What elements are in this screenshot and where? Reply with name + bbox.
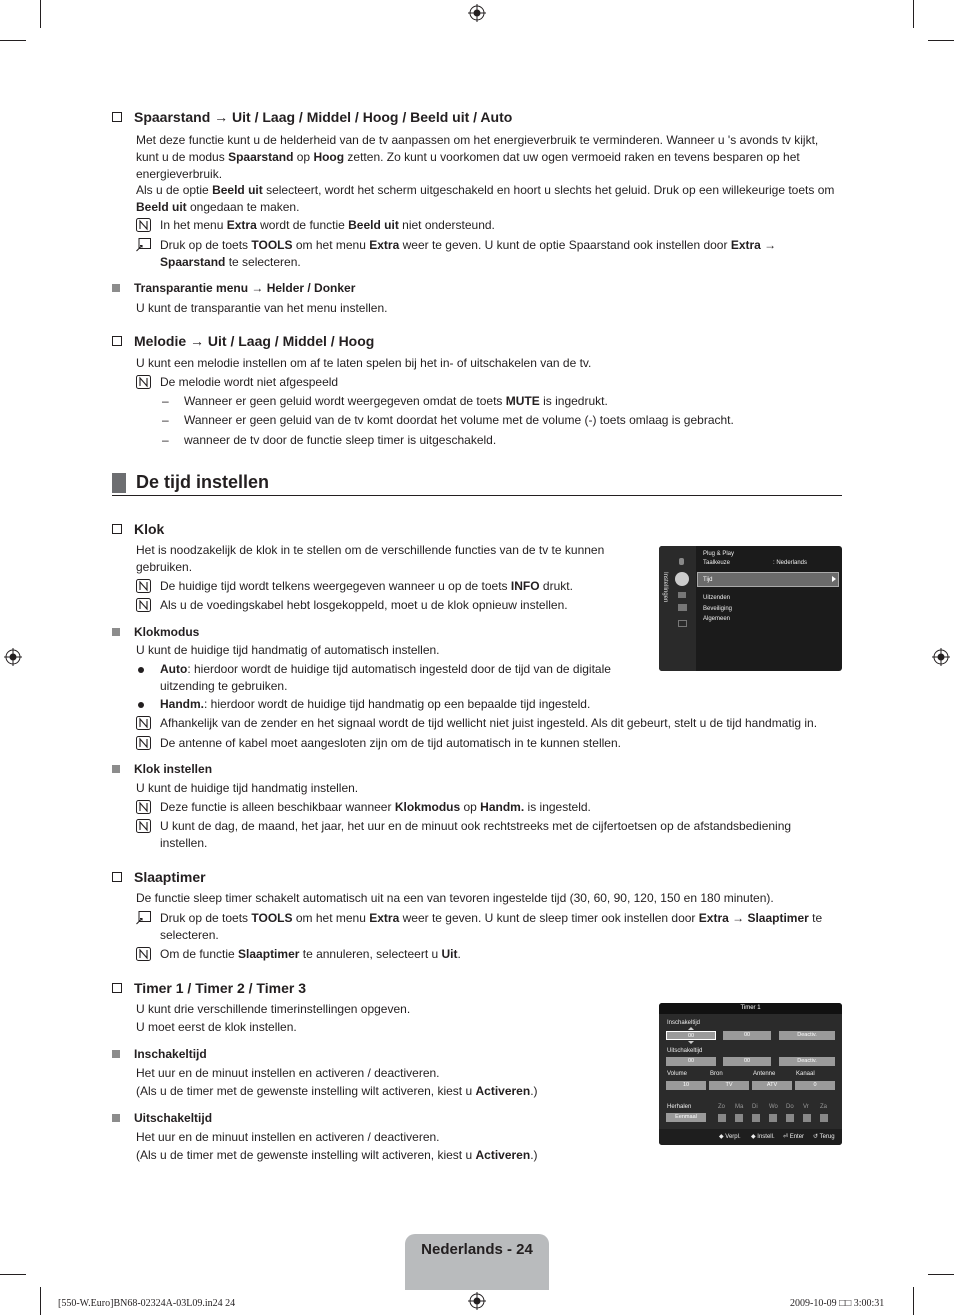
note-icon [136, 947, 151, 961]
spaarstand-heading: Spaarstand → Uit / Laag / Middel / Hoog / Beeld uit / Auto [112, 108, 512, 126]
checkbox-bullet-icon [112, 872, 122, 882]
note: Om de functie Slaaptimer te annuleren, selecteert u Uit. [136, 946, 836, 963]
square-bullet-icon [112, 284, 120, 292]
nav-hint: ⏎ Enter [783, 1134, 805, 1140]
footer-right: 2009-10-09 □□ 3:00:31 [790, 1298, 885, 1309]
field-label: Uitschakeltijd [667, 1048, 703, 1054]
channel-field[interactable]: 0 [795, 1081, 835, 1090]
note: Als u de voedingskabel hebt losgekoppeld, moet u de klok opnieuw instellen. [136, 597, 636, 614]
picture-icon [679, 558, 684, 565]
inschakeltijd-heading: Inschakeltijd [112, 1046, 207, 1063]
note: Deze functie is alleen beschikbaar wanneer Klokmodus op Handm. is ingesteld. [136, 799, 836, 816]
field-label: Volume [667, 1071, 688, 1077]
crop-mark [40, 1287, 41, 1315]
timer-text-2: U moet eerst de klok instellen. [136, 1020, 297, 1034]
menu-side-label: Instellingen [662, 572, 668, 603]
square-bullet-icon [112, 1114, 120, 1122]
repeat-field[interactable]: Eenmaal [666, 1113, 706, 1122]
note: De antenne of kabel moet aangesloten zijn om de tijd automatisch in te kunnen stellen. [136, 735, 836, 752]
klokmodus-text: U kunt de huidige tijd handmatig of automatisch instellen. [136, 643, 440, 657]
gear-icon[interactable] [675, 572, 689, 586]
crop-mark [928, 40, 954, 41]
day-label: Za [820, 1104, 828, 1110]
day-checkbox[interactable] [786, 1114, 794, 1122]
square-bullet-icon [112, 628, 120, 636]
menu-item-selected[interactable] [697, 572, 839, 587]
nav-hint: ↺ Terug [813, 1134, 835, 1140]
volume-field[interactable]: 10 [666, 1081, 706, 1090]
day-checkbox[interactable] [735, 1114, 743, 1122]
day-label: Wo [769, 1104, 778, 1110]
timer-text-1: U kunt drie verschillende timerinstellingen opgeven. [136, 1002, 411, 1016]
menu-item[interactable]: Beveiliging [703, 606, 733, 612]
inschakeltijd-text-1: Het uur en de minuut instellen en activeren / deactiveren. [136, 1066, 440, 1080]
page-number-tab: Nederlands - 24 [405, 1234, 549, 1290]
registration-mark-icon [468, 4, 486, 22]
crop-mark [0, 40, 26, 41]
arrow-up-icon [688, 1027, 694, 1030]
nav-hint: ◆ Verpl. [719, 1134, 741, 1140]
square-bullet-icon [112, 1050, 120, 1058]
note: Afhankelijk van de zender en het signaal wordt de tijd wellicht niet juist ingesteld. Als dit gebeurt, stelt u de tijd handmatig in. [136, 715, 846, 732]
field-label: Bron [710, 1071, 723, 1077]
registration-mark-icon [4, 648, 22, 666]
section-bar [112, 473, 126, 493]
timer-menu-title: Timer 1 [659, 1003, 842, 1014]
section-title: De tijd instellen [112, 470, 842, 496]
day-checkbox[interactable] [769, 1114, 777, 1122]
menu-item[interactable]: Plug & Play [703, 551, 735, 557]
input-icon [678, 604, 687, 611]
note-icon [136, 819, 151, 833]
day-label: Di [752, 1104, 758, 1110]
out-hour-field[interactable]: 00 [666, 1057, 716, 1066]
bullet-item: Handm.: hierdoor wordt de huidige tijd handmatig op een bepaalde tijd ingesteld. [136, 696, 796, 713]
in-hour-field[interactable]: 00 [666, 1031, 716, 1040]
note: De huidige tijd wordt telkens weergegeven wanneer u op de toets INFO drukt. [136, 578, 636, 595]
note-icon [136, 579, 151, 593]
registration-mark-icon [468, 1292, 486, 1310]
slaaptimer-heading: Slaaptimer [112, 868, 206, 886]
menu-item-value: : Nederlands [773, 560, 808, 566]
day-checkbox[interactable] [820, 1114, 828, 1122]
timer-heading: Timer 1 / Timer 2 / Timer 3 [112, 979, 306, 997]
note-icon [136, 736, 151, 750]
day-checkbox[interactable] [752, 1114, 760, 1122]
inschakeltijd-text-2: (Als u de timer met de gewenste instelling wilt activeren, kiest u Activeren.) [136, 1084, 538, 1098]
nav-hint: ◆ Instell. [751, 1134, 775, 1140]
spaarstand-paragraph-2: Als u de optie Beeld uit selecteert, wordt het scherm uitgeschakeld en hoort u slechts het geluid. Druk op een willekeurige toets om Beeld uit ongedaan te maken. [136, 183, 835, 214]
slaaptimer-text: De functie sleep timer schakelt automatisch uit na een van tevoren ingestelde tijd (30, 60, 90, 120, 150 en 180 minuten). [136, 891, 774, 905]
uitschakeltijd-text-2: (Als u de timer met de gewenste instelling wilt activeren, kiest u Activeren.) [136, 1148, 538, 1162]
bullet-dot [138, 702, 144, 708]
crop-mark [0, 1274, 26, 1275]
crop-mark [40, 0, 41, 28]
tools-icon [136, 238, 151, 252]
registration-mark-icon [932, 648, 950, 666]
uitschakeltijd-heading: Uitschakeltijd [112, 1110, 212, 1127]
field-label: Herhalen [667, 1104, 692, 1110]
in-activate-field[interactable]: Deactiv. [779, 1031, 835, 1040]
arrow-right-icon [832, 576, 836, 582]
field-label: Kanaal [796, 1071, 815, 1077]
klokmodus-heading: Klokmodus [112, 624, 199, 641]
in-minute-field[interactable]: 00 [723, 1031, 771, 1040]
melodie-heading: Melodie → Uit / Laag / Middel / Hoog [112, 332, 374, 350]
note: De melodie wordt niet afgespeeld [136, 374, 836, 391]
dash-item: – Wanneer er geen geluid van de tv komt doordat het volume met de volume (-) toets omlaag is gebracht. [160, 412, 840, 429]
note-icon [136, 800, 151, 814]
klok-text: Het is noodzakelijk de klok in te stellen om de verschillende functies van de tv te kunnen gebruiken. [136, 543, 605, 574]
tools-icon [136, 911, 151, 925]
source-field[interactable]: TV [709, 1081, 749, 1090]
menu-item[interactable]: Uitzenden [703, 595, 731, 601]
day-checkbox[interactable] [718, 1114, 726, 1122]
tools-note: Druk op de toets TOOLS om het menu Extra weer te geven. U kunt de sleep timer ook instellen door Extra → Slaaptimer te selecteren. [136, 910, 846, 944]
checkbox-bullet-icon [112, 524, 122, 534]
klokinstellen-text: U kunt de huidige tijd handmatig instellen. [136, 781, 359, 795]
uitschakeltijd-text-1: Het uur en de minuut instellen en activeren / deactiveren. [136, 1130, 440, 1144]
checkbox-bullet-icon [112, 983, 122, 993]
note-icon [136, 375, 151, 389]
square-bullet-icon [112, 765, 120, 773]
menu-item[interactable]: Tijd [703, 577, 713, 583]
day-label: Do [786, 1104, 794, 1110]
checkbox-bullet-icon [112, 336, 122, 346]
menu-item[interactable]: Taalkeuze [703, 560, 731, 566]
footer-left: [550-W.Euro]BN68-02324A-03L09.in24 24 [58, 1298, 236, 1309]
day-checkbox[interactable] [803, 1114, 811, 1122]
day-label: Zo [718, 1104, 726, 1110]
note-icon [136, 598, 151, 612]
bullet-dot [138, 667, 144, 673]
field-label: Inschakeltijd [667, 1020, 701, 1026]
note-icon [136, 716, 151, 730]
arrow-down-icon [688, 1041, 694, 1044]
day-label: Ma [735, 1104, 744, 1110]
day-label: Vr [803, 1104, 809, 1110]
out-minute-field[interactable]: 00 [723, 1057, 771, 1066]
checkbox-bullet-icon [112, 112, 122, 122]
transparantie-text: U kunt de transparantie van het menu instellen. [136, 301, 388, 315]
klokinstellen-heading: Klok instellen [112, 761, 212, 778]
antenna-field[interactable]: ATV [752, 1081, 792, 1090]
transparantie-heading: Transparantie menu → Helder / Donker [112, 280, 355, 297]
menu-item[interactable]: Algemeen [703, 616, 731, 622]
note: U kunt de dag, de maand, het jaar, het uur en de minuut ook rechtstreeks met de cijfertoetsen op de afstandsbediening instellen. [136, 818, 816, 852]
support-icon [678, 620, 687, 627]
crop-mark [913, 0, 914, 28]
klok-heading: Klok [112, 520, 164, 538]
bullet-item: Auto: hierdoor wordt de huidige tijd automatisch ingesteld door de tijd van de digitale uitzending te gebruiken. [136, 661, 616, 695]
tv-timer-menu [659, 1003, 842, 1145]
dash-item: – wanneer de tv door de functie sleep timer is uitgeschakeld. [160, 432, 840, 449]
tools-note: Druk op de toets TOOLS om het menu Extra weer te geven. U kunt de optie Spaarstand ook instellen door Extra → Spaarstand te selecteren. [136, 237, 836, 271]
note-icon [136, 218, 151, 232]
melodie-text: U kunt een melodie instellen om af te laten spelen bij het in- of uitschakelen van de tv. [136, 356, 592, 370]
crop-mark [928, 1274, 954, 1275]
dash-item: – Wanneer er geen geluid wordt weergegeven omdat de toets MUTE is ingedrukt. [160, 393, 840, 410]
spaarstand-paragraph-1: Met deze functie kunt u de helderheid van de tv aanpassen om het energieverbruik te verminderen. Wanneer u 's avonds tv kijkt, kunt u de modus Spaarstand op Hoog zetten. Zo kunt u voorkomen dat uw ogen vermoeid raken en tevens besparen op het energieverbruik. [136, 133, 819, 181]
field-label: Antenne [753, 1071, 776, 1077]
crop-mark [913, 1287, 914, 1315]
note: In het menu Extra wordt de functie Beeld uit niet ondersteund. [136, 217, 836, 234]
out-activate-field[interactable]: Deactiv. [779, 1057, 835, 1066]
channel-icon [678, 592, 686, 598]
